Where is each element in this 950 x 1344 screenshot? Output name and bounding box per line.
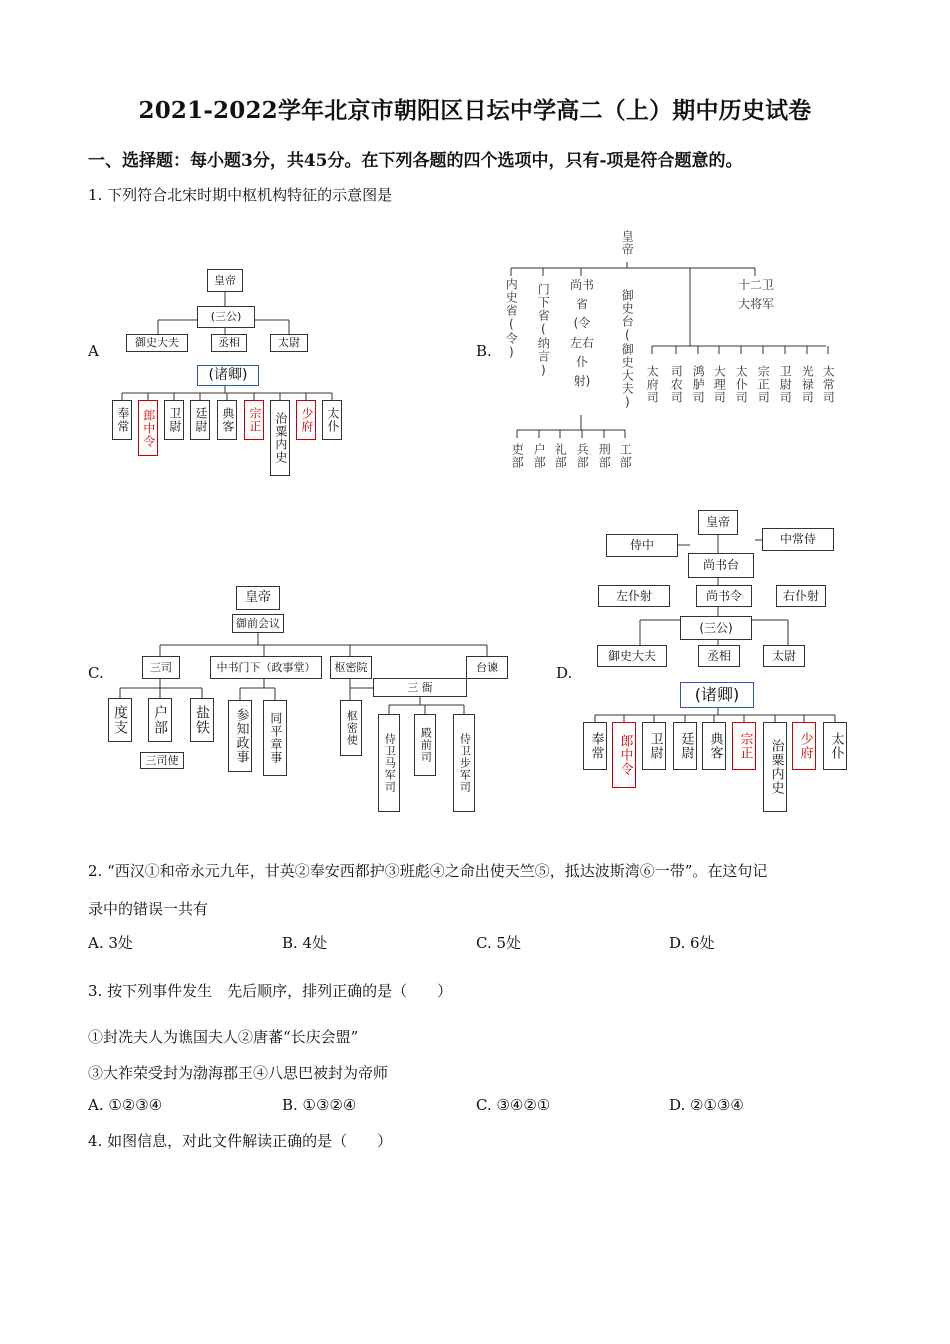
diagram-d-left-side: 侍中 [606, 534, 678, 557]
diagram-d-minister-3: 卫尉 [642, 722, 666, 770]
diagram-d-secretariat-1: 左仆射 [598, 585, 670, 607]
diagram-b-court-8: 光禄司 [800, 364, 815, 404]
diagram-b-col-1: 内史省(令) [504, 278, 519, 360]
diagram-a-official-3: 太尉 [270, 334, 308, 352]
diagram-d-minister-6: 宗正 [732, 722, 756, 770]
diagram-d-sangong: (三公) [680, 616, 752, 640]
diagram-d-secretariat-3: 右仆射 [776, 585, 826, 607]
diagram-b-court-3: 鸿胪司 [691, 364, 706, 404]
question-3-option-d[interactable]: D. ②①③④ [669, 1096, 744, 1114]
diagram-d-minister-7: 治粟内史 [763, 722, 787, 812]
diagram-a-minister-6: 宗正 [244, 400, 264, 440]
diagram-a-official-1: 御史大夫 [126, 334, 188, 352]
diagram-b-court-4: 大理司 [712, 364, 727, 404]
question-3-line-2: ③大祚荣受封为渤海郡王④八思巴被封为帝师 [88, 1064, 389, 1082]
diagram-b-ministry-3: 礼部 [553, 443, 568, 469]
diagram-c-sanya-child-2: 殿前司 [414, 714, 436, 776]
diagram-a-minister-3: 卫尉 [164, 400, 184, 440]
diagram-b-ministry-1: 吏部 [510, 443, 525, 469]
diagram-c-branch-shumi: 枢密院 [330, 656, 372, 679]
diagram-b-col-2: 门下省(纳言) [536, 282, 551, 378]
diagram-a-minister-9: 太仆 [322, 400, 342, 440]
diagram-c-sanya: 三 衙 [373, 678, 467, 697]
diagram-d-minister-1: 奉常 [583, 722, 607, 770]
diagram-c-branch-zhongshu: 中书门下（政事堂） [210, 656, 322, 679]
diagram-b-court-7: 卫尉司 [778, 364, 793, 404]
diagram-d-shangshutai: 尚书台 [688, 553, 754, 578]
diagram-c-sanya-child-3: 侍卫步军司 [453, 714, 475, 812]
diagram-d-official-2: 丞相 [698, 645, 740, 667]
diagram-c-branch-taijian: 台谏 [466, 656, 508, 679]
diagram-c-sansi-child-2: 户部 [148, 698, 172, 742]
question-2-stem-line-1: 2. “西汉①和帝永元九年，甘英②奉安西都护③班彪④之命出使天竺⑤，抵达波斯湾⑥一带”。在这句记 [88, 862, 768, 880]
diagram-b-right-header: 十二卫大将军 [737, 278, 774, 311]
diagram-c-zhongshu-child-2: 同平章事 [263, 700, 287, 776]
option-c-label[interactable]: C. [88, 664, 104, 682]
diagram-b-court-9: 太常司 [821, 364, 836, 404]
diagram-d-minister-5: 典客 [702, 722, 726, 770]
diagram-d-official-1: 御史大夫 [597, 645, 667, 667]
diagram-c-sansi-child-1: 度支 [108, 698, 132, 742]
option-a-label[interactable]: A [88, 342, 99, 360]
question-2-option-d[interactable]: D. 6处 [669, 934, 715, 952]
diagram-a-minister-1: 奉常 [112, 400, 132, 440]
diagram-c-zhongshu-child-1: 参知政事 [228, 700, 252, 772]
diagram-d-minister-2: 郎中令 [612, 722, 636, 788]
question-3-line-1: ①封冼夫人为谯国夫人②唐蕃“长庆会盟” [88, 1028, 359, 1046]
diagram-b-court-1: 太府司 [645, 364, 660, 404]
diagram-a-minister-5: 典客 [217, 400, 237, 440]
diagram-b-col-3-text: 尚书省(令左右仆射) [570, 278, 595, 388]
question-3-option-a[interactable]: A. ①②③④ [88, 1096, 163, 1114]
diagram-b-col-4: 御史台(御史大夫) [620, 288, 635, 410]
diagram-a-sangong: (三公) [197, 306, 255, 328]
diagram-b-ministry-4: 兵部 [575, 443, 590, 469]
question-2-option-c[interactable]: C. 5处 [476, 934, 522, 952]
diagram-b-ministry-6: 工部 [618, 443, 633, 469]
diagram-a-emperor: 皇帝 [207, 269, 243, 292]
diagram-a-zhuqing: (诸卿) [197, 365, 259, 386]
diagram-d-minister-4: 廷尉 [673, 722, 697, 770]
question-3-stem: 3. 按下列事件发生 先后顺序，排列正确的是（ ） [88, 982, 453, 1000]
diagram-a-minister-7: 治粟内史 [270, 400, 290, 476]
diagram-a-official-2: 丞相 [211, 334, 247, 352]
diagram-a-minister-8: 少府 [296, 400, 316, 440]
question-2-stem-line-2: 录中的错误一共有 [88, 900, 209, 918]
diagram-b-emperor: 皇帝 [620, 230, 635, 256]
question-3-option-c[interactable]: C. ③④②① [476, 1096, 551, 1114]
diagram-a-minister-4: 廷尉 [190, 400, 210, 440]
diagram-d-emperor: 皇帝 [698, 510, 738, 535]
question-1-stem: 1. 下列符合北宋时期中枢机构特征的示意图是 [88, 186, 393, 204]
exam-title: 2021-2022学年北京市朝阳区日坛中学高二（上）期中历史试卷 [138, 97, 812, 124]
diagram-d-official-3: 太尉 [763, 645, 805, 667]
diagram-b-court-2: 司农司 [669, 364, 684, 404]
diagram-c-council: 御前会议 [232, 614, 284, 633]
diagram-d-right-side: 中常侍 [762, 528, 834, 551]
diagram-b-court-5: 太仆司 [734, 364, 749, 404]
question-2-option-a[interactable]: A. 3处 [88, 934, 133, 952]
section-heading: 一、选择题：每小题3分，共45分。在下列各题的四个选项中，只有-项是符合题意的。 [88, 151, 743, 171]
diagram-b-ministry-2: 户部 [532, 443, 547, 469]
diagram-d-zhuqing: (诸卿) [680, 682, 754, 708]
diagram-d-secretariat-2: 尚书令 [696, 585, 752, 607]
diagram-c-sansi-note: 三司使 [140, 752, 184, 769]
question-3-option-b[interactable]: B. ①③②④ [282, 1096, 357, 1114]
diagram-d-minister-9: 太仆 [823, 722, 847, 770]
diagram-c-sanya-child-1: 侍卫马军司 [378, 714, 400, 812]
diagram-b-ministry-5: 刑部 [597, 443, 612, 469]
diagram-c-sansi-child-3: 盐铁 [190, 698, 214, 742]
diagram-a-minister-2: 郎中令 [138, 400, 158, 456]
question-4-stem: 4. 如图信息，对此文件解读正确的是（ ） [88, 1132, 393, 1150]
option-d-label[interactable]: D. [556, 664, 573, 682]
option-b-label[interactable]: B. [476, 342, 492, 360]
diagram-c-branch-sansi: 三司 [142, 656, 180, 679]
diagram-c-shumi-child: 枢密使 [340, 700, 362, 756]
question-2-option-b[interactable]: B. 4处 [282, 934, 328, 952]
diagram-c-emperor: 皇帝 [236, 586, 280, 610]
diagram-b-court-6: 宗正司 [756, 364, 771, 404]
diagram-d-minister-8: 少府 [792, 722, 816, 770]
